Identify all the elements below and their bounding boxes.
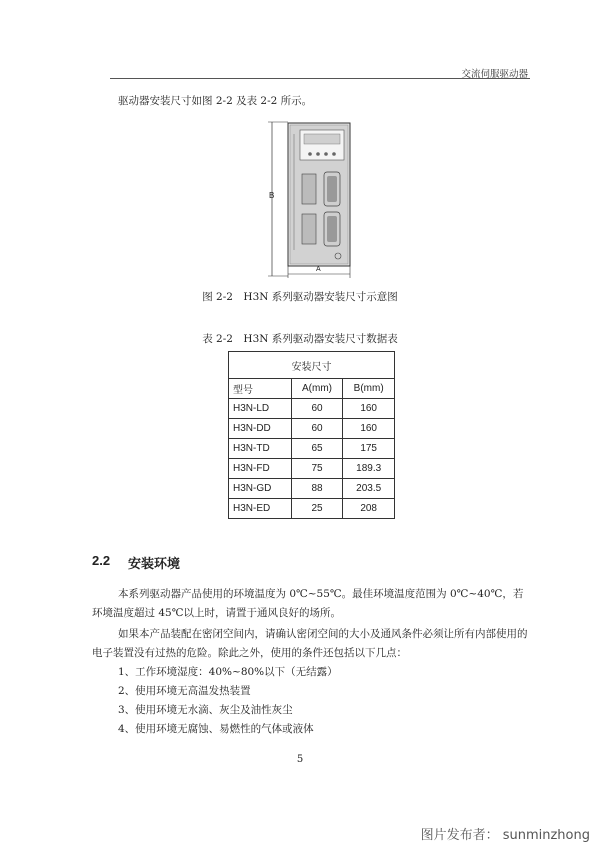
table-cell: H3N-ED: [229, 499, 292, 519]
table-cell: 65: [291, 439, 343, 459]
figure-caption: 图 2-2 H3N 系列驱动器安装尺寸示意图: [202, 291, 398, 303]
table-row: [229, 439, 395, 459]
section-number: 2.2: [92, 553, 111, 568]
table-cell: H3N-FD: [229, 459, 292, 479]
dimension-b-label: B: [269, 191, 275, 200]
table-row: [229, 399, 395, 419]
table-group-header: 安装尺寸: [229, 352, 395, 379]
list-item: 3、使用环境无水滴、灰尘及油性灰尘: [118, 704, 293, 716]
dimension-a-label: A: [316, 266, 321, 273]
table-cell: 189.3: [343, 459, 395, 479]
table-cell: 208: [343, 499, 395, 519]
table-row: [229, 499, 395, 519]
column-header: B(mm): [343, 379, 395, 399]
column-header: A(mm): [291, 379, 343, 399]
servo-drive-illustration: [266, 120, 356, 280]
conditions-list: [118, 663, 338, 739]
table-cell: 75: [291, 459, 343, 479]
table-cell: 175: [343, 439, 395, 459]
header-rule: [110, 78, 530, 79]
dimension-table: [228, 351, 395, 519]
table-cell: H3N-LD: [229, 399, 292, 419]
drive-dimension-figure: [266, 120, 356, 280]
intro-text: 驱动器安装尺寸如图 2-2 及表 2-2 所示。: [118, 95, 313, 107]
table-cell: 160: [343, 419, 395, 439]
paragraph-temperature: 本系列驱动器产品使用的环境温度为 0℃~55℃。最佳环境温度范围为 0℃~40℃，若环境温度超过 45℃以上时，请置于通风良好的场所。: [92, 588, 524, 619]
table-cell: H3N-TD: [229, 439, 292, 459]
table-row: [229, 459, 395, 479]
section-title: 安装环境: [128, 557, 181, 572]
table-row: [229, 419, 395, 439]
table-cell: 25: [291, 499, 343, 519]
table-cell: H3N-GD: [229, 479, 292, 499]
table-row: [229, 479, 395, 499]
table-cell: H3N-DD: [229, 419, 292, 439]
terminal-block-top: [302, 174, 316, 204]
list-item: 1、工作环境湿度：40%~80%以下（无结露）: [118, 666, 338, 678]
table-cell: 60: [291, 399, 343, 419]
list-item: 2、使用环境无高温发热装置: [118, 685, 251, 697]
table-header-row: [229, 379, 395, 399]
list-item: 4、使用环境无腐蚀、易燃性的气体或液体: [118, 723, 314, 735]
column-header: 型号: [229, 379, 292, 399]
table-cell: 88: [291, 479, 343, 499]
page-number: 5: [296, 754, 304, 765]
table-cell: 160: [343, 399, 395, 419]
table-cell: 203.5: [343, 479, 395, 499]
table-caption: 表 2-2 H3N 系列驱动器安装尺寸数据表: [202, 333, 398, 345]
running-header: 交流伺服驱动器: [461, 69, 528, 80]
table-cell: 60: [291, 419, 343, 439]
paragraph-enclosure: 如果本产品装配在密闭空间内，请确认密闭空间的大小及通风条件必须让所有内部使用的电子装置没有过热的危险。除此之外，使用的条件还包括以下几点：: [92, 628, 528, 659]
publisher-watermark: 图片发布者： sunminzhong: [420, 828, 590, 843]
terminal-block-bottom: [302, 214, 316, 244]
